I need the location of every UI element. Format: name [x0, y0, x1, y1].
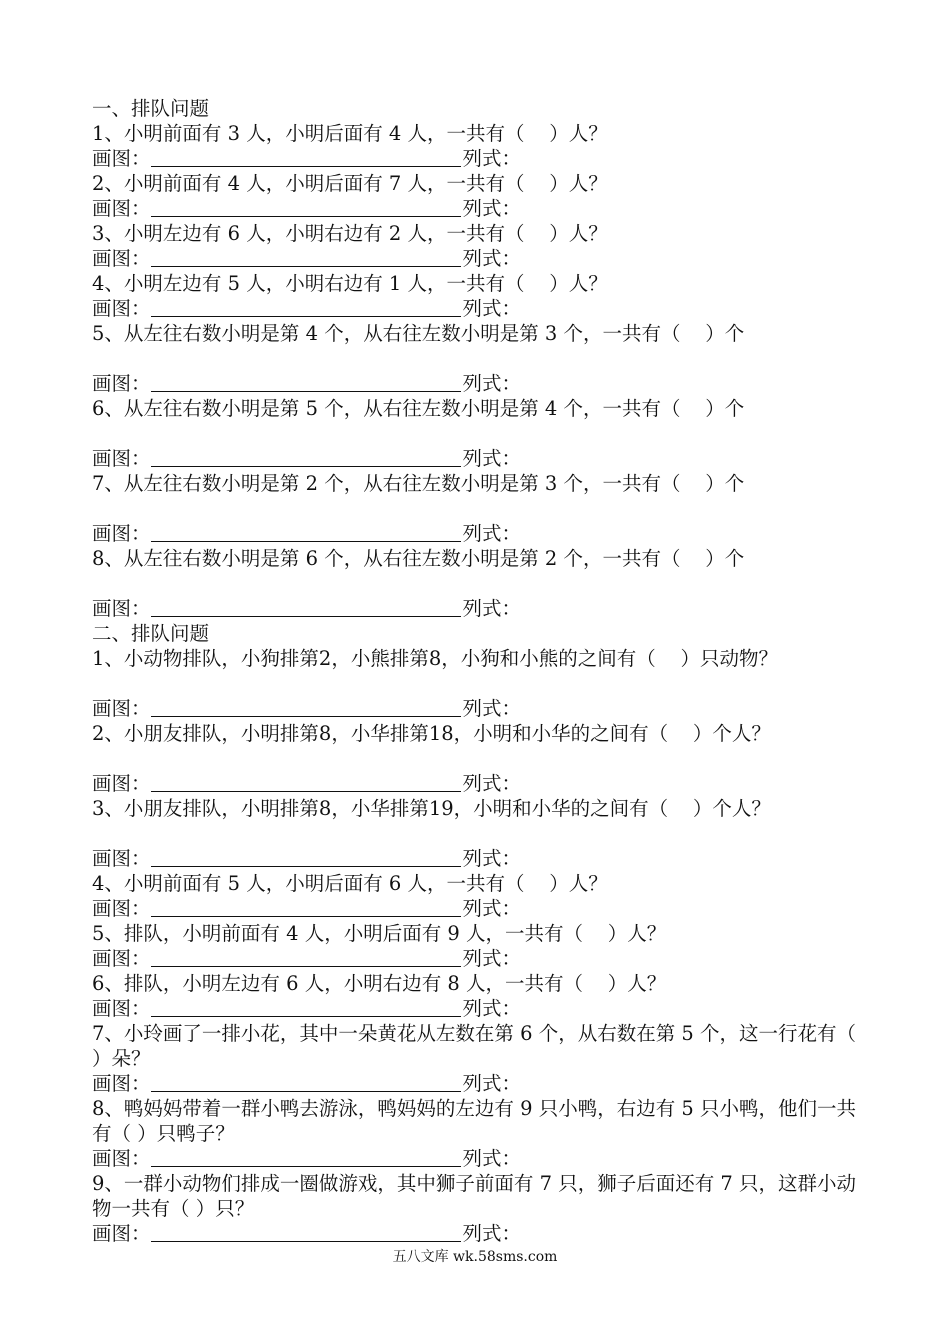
draw-label: 画图：	[92, 697, 151, 720]
draw-label: 画图：	[92, 247, 151, 270]
drawing-blank[interactable]	[151, 196, 461, 217]
answer-row	[92, 146, 882, 171]
answer-row	[92, 996, 882, 1021]
calc-label: 列式：	[462, 372, 522, 395]
question: 2、小朋友排队，小明排第8，小华排第18，小明和小华的之间有（ ）个人？	[92, 722, 771, 745]
draw-label: 画图：	[92, 1222, 151, 1245]
drawing-blank[interactable]	[151, 146, 461, 167]
answer-row	[92, 446, 882, 471]
answer-row	[92, 371, 882, 396]
answer-row	[92, 1221, 882, 1246]
section-title: 二、排队问题	[92, 622, 210, 645]
answer-row	[92, 896, 882, 921]
question: 8、从左往右数小明是第 6 个，从右往左数小明是第 2 个，一共有（ ）个	[92, 547, 745, 570]
answer-row	[92, 1146, 882, 1171]
answer-row	[92, 771, 882, 796]
question: 2、小明前面有 4 人，小明后面有 7 人，一共有（ ）人？	[92, 172, 608, 195]
calc-label: 列式：	[462, 997, 522, 1020]
spacer	[92, 821, 882, 846]
calc-label: 列式：	[462, 847, 522, 870]
draw-label: 画图：	[92, 197, 151, 220]
question: 4、小明左边有 5 人，小明右边有 1 人，一共有（ ）人？	[92, 272, 608, 295]
answer-row	[92, 596, 882, 621]
calc-label: 列式：	[462, 1147, 522, 1170]
calc-label: 列式：	[462, 522, 522, 545]
answer-row	[92, 846, 882, 871]
draw-label: 画图：	[92, 447, 151, 470]
worksheet	[92, 96, 882, 1246]
drawing-blank[interactable]	[151, 1146, 461, 1167]
draw-label: 画图：	[92, 997, 151, 1020]
drawing-blank[interactable]	[151, 896, 461, 917]
draw-label: 画图：	[92, 1072, 151, 1095]
spacer	[92, 746, 882, 771]
calc-label: 列式：	[462, 1072, 522, 1095]
draw-label: 画图：	[92, 372, 151, 395]
question: 4、小明前面有 5 人，小明后面有 6 人，一共有（ ）人？	[92, 872, 608, 895]
spacer	[92, 346, 882, 371]
spacer	[92, 571, 882, 596]
spacer	[92, 671, 882, 696]
draw-label: 画图：	[92, 1147, 151, 1170]
draw-label: 画图：	[92, 522, 151, 545]
drawing-blank[interactable]	[151, 771, 461, 792]
drawing-blank[interactable]	[151, 521, 461, 542]
answer-row	[92, 296, 882, 321]
calc-label: 列式：	[462, 947, 522, 970]
question: 3、小朋友排队，小明排第8，小华排第19，小明和小华的之间有（ ）个人？	[92, 797, 771, 820]
answer-row	[92, 946, 882, 971]
spacer	[92, 421, 882, 446]
question: 7、从左往右数小明是第 2 个，从右往左数小明是第 3 个，一共有（ ）个	[92, 472, 745, 495]
question: 9、一群小动物们排成一圈做游戏，其中狮子前面有 7 只，狮子后面还有 7 只，这群小动物一共有（ ）只？	[92, 1172, 857, 1220]
spacer	[92, 496, 882, 521]
calc-label: 列式：	[462, 447, 522, 470]
question: 5、从左往右数小明是第 4 个，从右往左数小明是第 3 个，一共有（ ）个	[92, 322, 745, 345]
question: 5、排队，小明前面有 4 人，小明后面有 9 人，一共有（ ）人？	[92, 922, 667, 945]
question: 1、小动物排队，小狗排第2，小熊排第8，小狗和小熊的之间有（ ）只动物？	[92, 647, 779, 670]
answer-row	[92, 196, 882, 221]
drawing-blank[interactable]	[151, 996, 461, 1017]
calc-label: 列式：	[462, 197, 522, 220]
calc-label: 列式：	[462, 772, 522, 795]
draw-label: 画图：	[92, 947, 151, 970]
drawing-blank[interactable]	[151, 446, 461, 467]
answer-row	[92, 521, 882, 546]
calc-label: 列式：	[462, 1222, 522, 1245]
calc-label: 列式：	[462, 297, 522, 320]
drawing-blank[interactable]	[151, 946, 461, 967]
draw-label: 画图：	[92, 297, 151, 320]
answer-row	[92, 246, 882, 271]
question: 3、小明左边有 6 人，小明右边有 2 人，一共有（ ）人？	[92, 222, 608, 245]
draw-label: 画图：	[92, 847, 151, 870]
question: 7、小玲画了一排小花，其中一朵黄花从左数在第 6 个，从右数在第 5 个，这一行花有（ ）朵？	[92, 1022, 857, 1070]
draw-label: 画图：	[92, 597, 151, 620]
drawing-blank[interactable]	[151, 1071, 461, 1092]
question: 1、小明前面有 3 人，小明后面有 4 人，一共有（ ）人？	[92, 122, 608, 145]
answer-row	[92, 696, 882, 721]
question: 8、鸭妈妈带着一群小鸭去游泳，鸭妈妈的左边有 9 只小鸭，右边有 5 只小鸭，他们一共有（ ）只鸭子？	[92, 1097, 857, 1145]
drawing-blank[interactable]	[151, 371, 461, 392]
calc-label: 列式：	[462, 897, 522, 920]
drawing-blank[interactable]	[151, 1221, 461, 1242]
section-title: 一、排队问题	[92, 97, 210, 120]
drawing-blank[interactable]	[151, 696, 461, 717]
question: 6、排队，小明左边有 6 人，小明右边有 8 人，一共有（ ）人？	[92, 972, 667, 995]
footer-watermark: 五八文库 wk.58sms.com	[392, 1249, 558, 1265]
drawing-blank[interactable]	[151, 296, 461, 317]
answer-row	[92, 1071, 882, 1096]
draw-label: 画图：	[92, 897, 151, 920]
draw-label: 画图：	[92, 147, 151, 170]
drawing-blank[interactable]	[151, 846, 461, 867]
calc-label: 列式：	[462, 697, 522, 720]
question: 6、从左往右数小明是第 5 个，从右往左数小明是第 4 个，一共有（ ）个	[92, 397, 745, 420]
calc-label: 列式：	[462, 247, 522, 270]
drawing-blank[interactable]	[151, 246, 461, 267]
drawing-blank[interactable]	[151, 596, 461, 617]
calc-label: 列式：	[462, 147, 522, 170]
draw-label: 画图：	[92, 772, 151, 795]
calc-label: 列式：	[462, 597, 522, 620]
